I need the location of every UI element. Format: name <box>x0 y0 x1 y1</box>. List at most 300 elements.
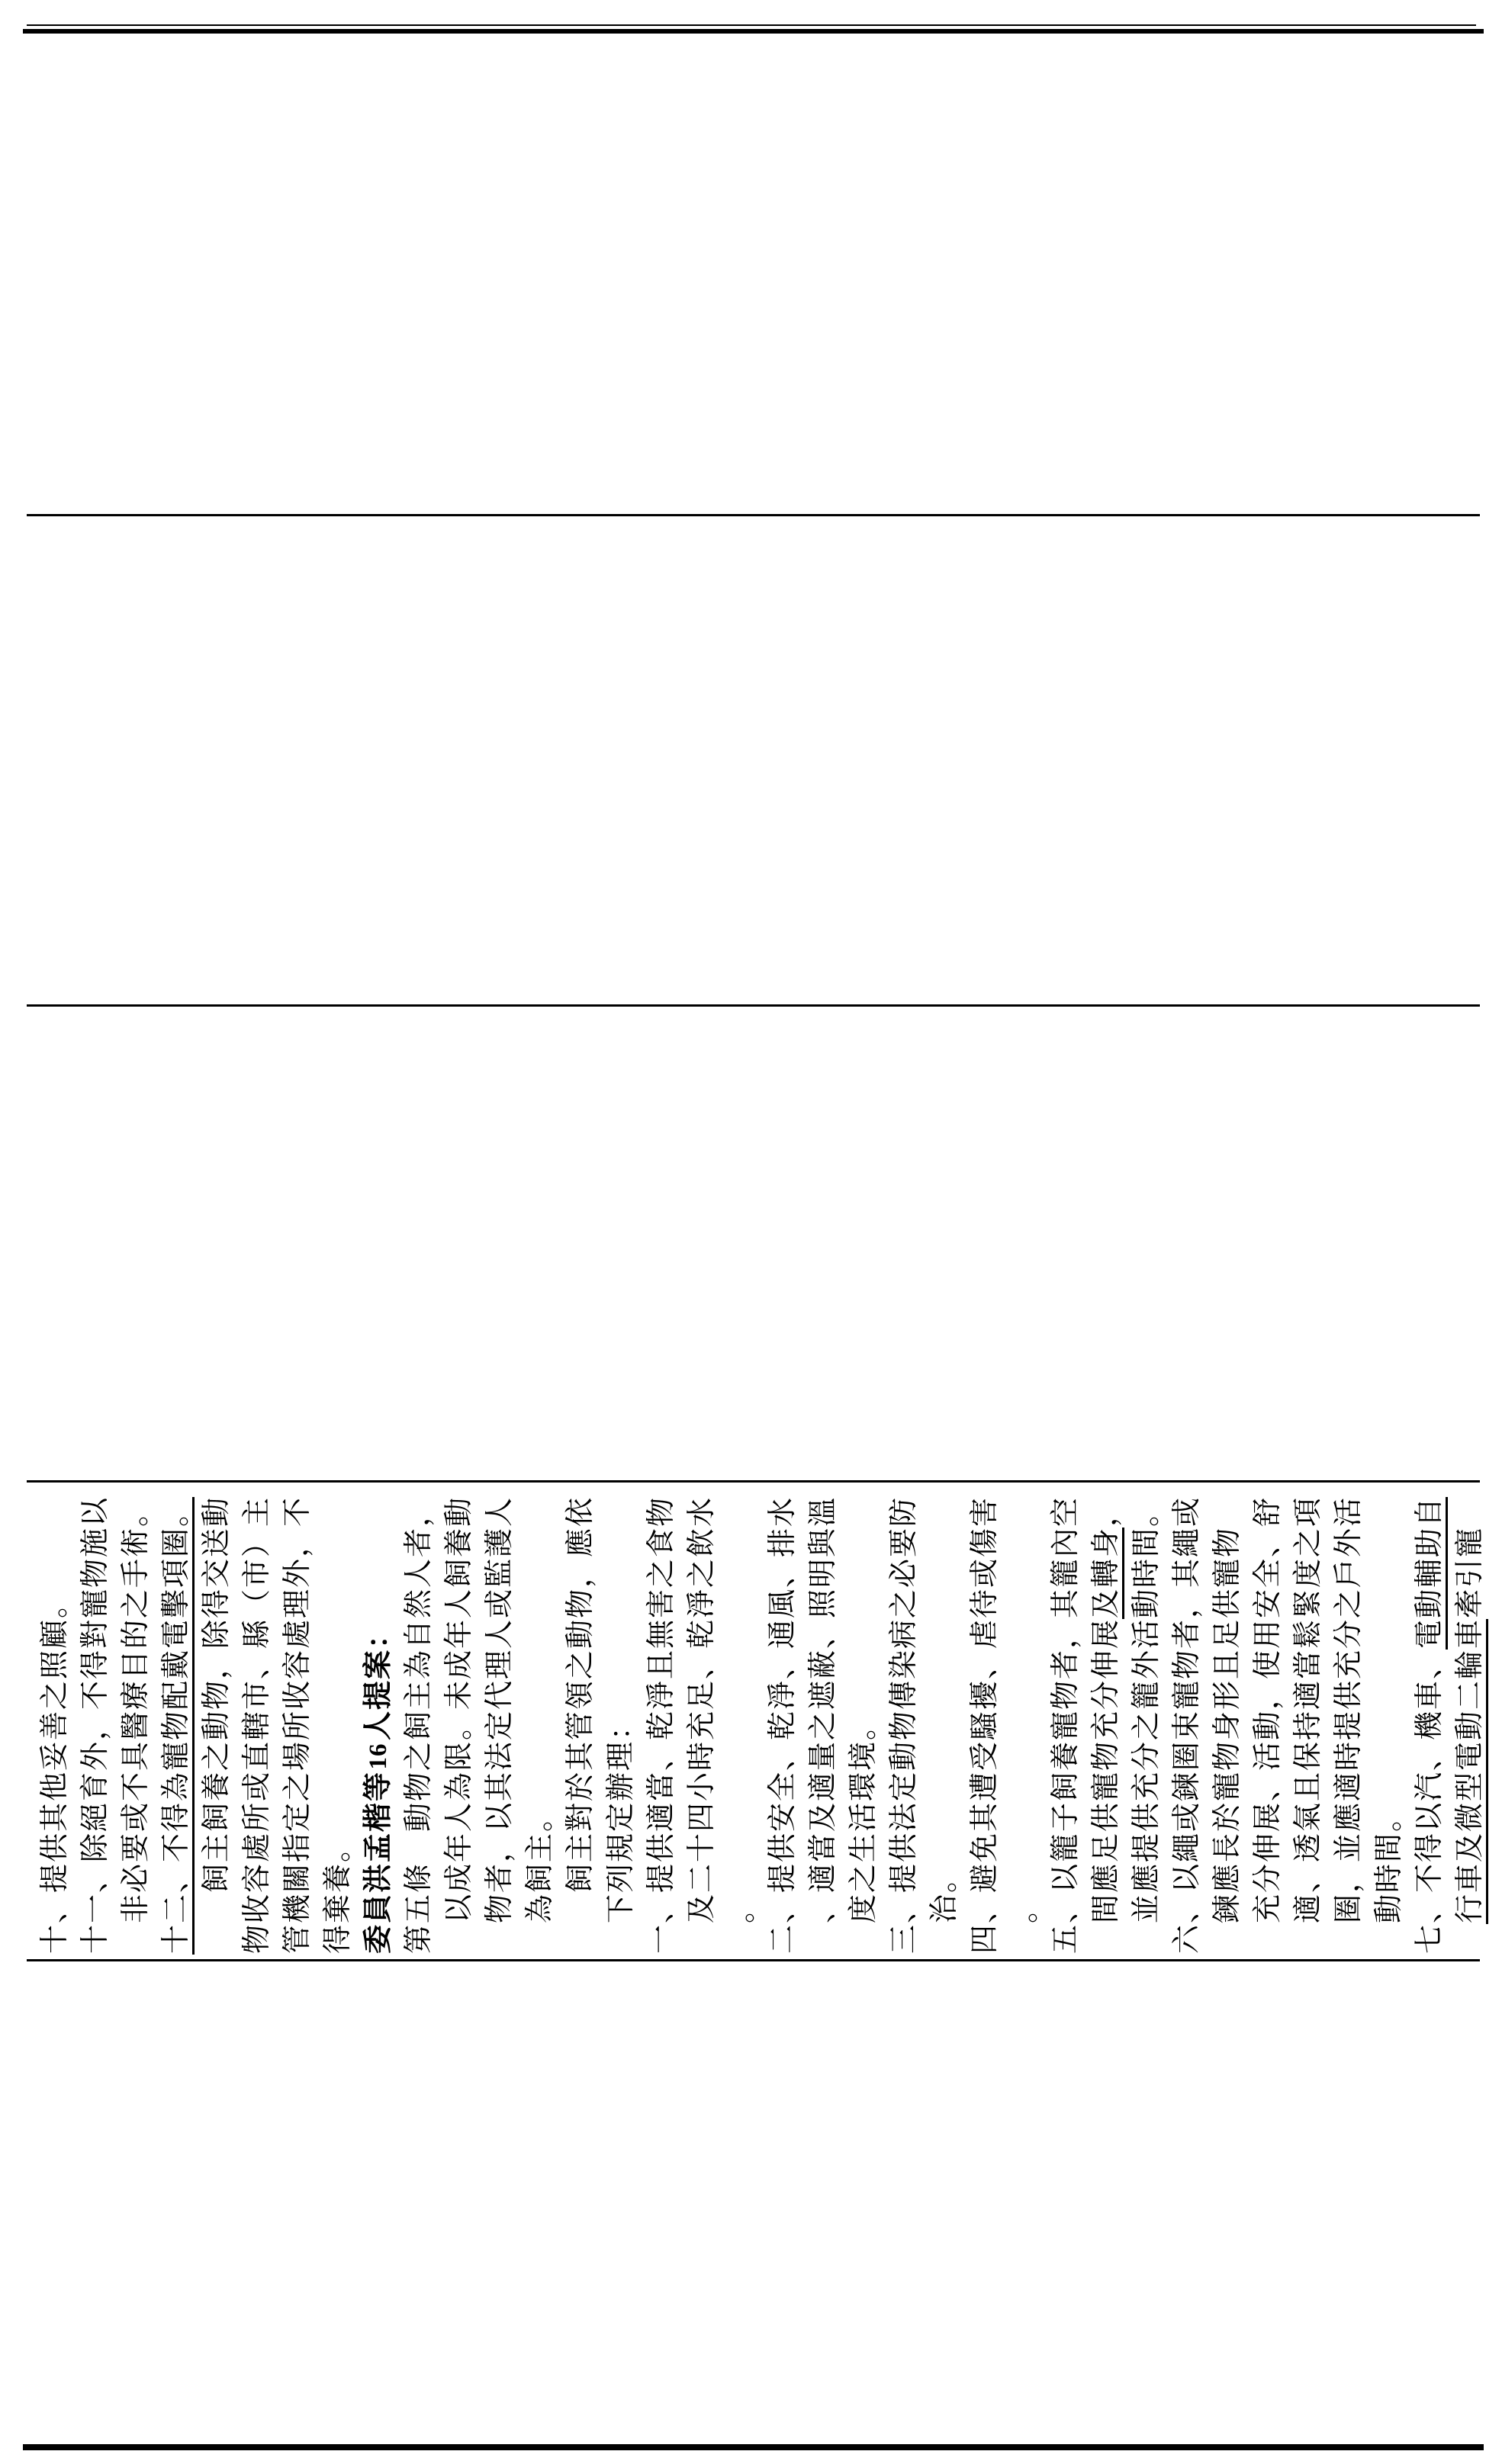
character: 保 <box>1292 1742 1324 1772</box>
underlined-character: 及 <box>1089 1589 1124 1619</box>
character: 寵 <box>1454 1528 1486 1558</box>
character: 之 <box>281 1772 314 1802</box>
character: 之 <box>39 1681 71 1711</box>
character: 水 <box>767 1498 799 1528</box>
character: 法 <box>484 1742 516 1772</box>
text-line <box>1089 1489 1130 1955</box>
character: 。 <box>1131 1498 1163 1528</box>
character: 、 <box>969 1650 1001 1680</box>
character: 籠 <box>1050 1833 1082 1863</box>
character: 十 <box>79 1925 111 1955</box>
text-line <box>725 1489 766 1955</box>
character: 病 <box>888 1620 920 1650</box>
character: 籠 <box>1131 1681 1163 1711</box>
character: 遮 <box>807 1681 839 1711</box>
character: 六 <box>1171 1925 1203 1955</box>
text-line <box>1130 1489 1170 1955</box>
underlined-character: 電 <box>1453 1741 1488 1772</box>
character: 物 <box>241 1925 273 1955</box>
character: ， <box>403 1498 435 1528</box>
character: 當 <box>807 1833 839 1863</box>
character: （ <box>241 1589 273 1619</box>
character: 飼 <box>403 1711 435 1741</box>
character: 所 <box>281 1711 314 1741</box>
character: ： <box>362 1620 394 1650</box>
text-line <box>1211 1489 1251 1955</box>
character: 分 <box>1131 1742 1163 1772</box>
table-border-top-thick <box>23 29 1484 34</box>
character: 或 <box>484 1589 516 1619</box>
character: 。 <box>1373 1803 1405 1833</box>
character: 應 <box>1131 1864 1163 1894</box>
character: 。 <box>443 1711 475 1741</box>
table-border-bottom-thick <box>23 2444 1484 2450</box>
character: 待 <box>969 1589 1001 1619</box>
table-column-divider-4 <box>27 1959 1480 1961</box>
underlined-character: 輔 <box>1413 1558 1448 1589</box>
character: 人 <box>443 1589 475 1619</box>
character: 限 <box>443 1742 475 1772</box>
character: 活 <box>1131 1620 1163 1650</box>
character: 充 <box>1131 1772 1163 1802</box>
character: 他 <box>39 1772 71 1802</box>
character: 得 <box>79 1650 111 1680</box>
character: 食 <box>645 1528 677 1558</box>
text-line <box>281 1489 321 1955</box>
character: 供 <box>1090 1803 1122 1833</box>
character: 供 <box>645 1833 677 1863</box>
character: 安 <box>1252 1589 1284 1619</box>
character: 且 <box>1292 1772 1324 1802</box>
character: 之 <box>403 1742 435 1772</box>
character <box>402 1833 437 1863</box>
character: 子 <box>1050 1803 1082 1833</box>
character: 束 <box>1171 1711 1203 1741</box>
character: 飼 <box>201 1803 233 1833</box>
text-line <box>685 1489 725 1955</box>
character: 及 <box>686 1894 718 1924</box>
character: 適 <box>1292 1894 1324 1924</box>
character: 生 <box>847 1833 880 1863</box>
underlined-character: 動 <box>1413 1589 1448 1619</box>
character: 。 <box>726 1894 758 1924</box>
character: 時 <box>1333 1742 1365 1772</box>
character: 全 <box>1252 1559 1284 1589</box>
character: 物 <box>79 1559 111 1589</box>
character: 提 <box>39 1864 71 1894</box>
character: 照 <box>807 1589 839 1619</box>
character: 風 <box>767 1589 799 1619</box>
character: 長 <box>1211 1833 1243 1863</box>
character: 於 <box>564 1772 597 1802</box>
character: 機 <box>281 1894 314 1924</box>
character: 受 <box>969 1742 1001 1772</box>
character: 、 <box>1414 1894 1446 1924</box>
character: 形 <box>1211 1681 1243 1711</box>
character: 或 <box>1171 1498 1203 1528</box>
character: 、 <box>767 1559 799 1589</box>
character: 飲 <box>686 1528 718 1558</box>
text-line <box>887 1489 928 1955</box>
character: 主 <box>201 1833 233 1863</box>
character: 自 <box>403 1620 435 1650</box>
underlined-character: 得 <box>159 1802 195 1833</box>
underlined-character: 。 <box>159 1497 195 1528</box>
character: 應 <box>1333 1803 1365 1833</box>
character: 且 <box>1211 1650 1243 1680</box>
character: 寵 <box>1171 1681 1203 1711</box>
character: 縣 <box>241 1620 273 1650</box>
character: 送 <box>201 1528 233 1558</box>
character: ， <box>79 1711 111 1741</box>
character: 絕 <box>79 1803 111 1833</box>
character: 非 <box>120 1894 152 1924</box>
character: 物 <box>1090 1742 1122 1772</box>
character: 。 <box>1009 1894 1041 1924</box>
character: 物 <box>1211 1528 1243 1558</box>
text-line <box>1008 1489 1049 1955</box>
character: 要 <box>120 1833 152 1863</box>
text-line <box>523 1489 564 1955</box>
character: 物 <box>645 1498 677 1528</box>
character: 活 <box>847 1803 880 1833</box>
character: 之 <box>645 1559 677 1589</box>
character: 要 <box>888 1528 920 1558</box>
table-column-divider-1 <box>27 514 1480 516</box>
text-line <box>1291 1489 1332 1955</box>
text-line <box>402 1489 442 1955</box>
character: 楷 <box>362 1803 394 1833</box>
character: 二 <box>686 1864 718 1894</box>
underlined-character: 動 <box>1453 1711 1488 1741</box>
character: 遭 <box>969 1772 1001 1802</box>
character: 氣 <box>1292 1803 1324 1833</box>
character: 淨 <box>645 1681 677 1711</box>
character: 間 <box>1090 1894 1122 1924</box>
character: 以 <box>1050 1864 1082 1894</box>
underlined-character: 輪 <box>1453 1650 1488 1680</box>
character: 年 <box>443 1620 475 1650</box>
underlined-character: 助 <box>1413 1528 1448 1558</box>
character: 排 <box>767 1528 799 1558</box>
character: 孟 <box>362 1833 394 1863</box>
character: 提 <box>362 1681 394 1711</box>
character: ： <box>605 1711 637 1741</box>
underlined-character: 戴 <box>159 1650 195 1680</box>
character: 害 <box>969 1498 1001 1528</box>
character: 小 <box>686 1772 718 1802</box>
character: 、 <box>1414 1650 1446 1680</box>
underlined-character: 車 <box>1453 1863 1488 1894</box>
character: 物 <box>1050 1681 1082 1711</box>
character: 之 <box>888 1589 920 1619</box>
character: 五 <box>1050 1925 1082 1955</box>
character: ， <box>201 1650 233 1680</box>
character: 籠 <box>1050 1559 1082 1589</box>
character: 飼 <box>201 1864 233 1894</box>
character: 圈 <box>1333 1894 1365 1924</box>
character: 之 <box>807 1711 839 1741</box>
character: 身 <box>1211 1711 1243 1741</box>
character: 得 <box>322 1925 354 1955</box>
character: 時 <box>1131 1559 1163 1589</box>
character: 辦 <box>605 1772 637 1802</box>
character: 提 <box>888 1864 920 1894</box>
character: 。 <box>322 1833 354 1863</box>
character: 不 <box>1414 1864 1446 1894</box>
character: 定 <box>484 1711 516 1741</box>
character: 領 <box>564 1681 597 1711</box>
character: 以 <box>79 1498 111 1528</box>
character: 充 <box>1090 1711 1122 1741</box>
character: 適 <box>807 1772 839 1802</box>
character: 當 <box>645 1772 677 1802</box>
underlined-character: 寵 <box>159 1741 195 1772</box>
character: 展 <box>1090 1620 1122 1650</box>
character: 處 <box>281 1620 314 1650</box>
character: 必 <box>888 1559 920 1589</box>
character: 環 <box>847 1772 880 1802</box>
character: 適 <box>645 1803 677 1833</box>
character: 擾 <box>969 1681 1001 1711</box>
character: 、 <box>686 1650 718 1680</box>
character: 騷 <box>969 1711 1001 1741</box>
character: 車 <box>1414 1681 1446 1711</box>
character: 護 <box>484 1528 516 1558</box>
character: 物 <box>403 1772 435 1802</box>
character: 外 <box>1131 1650 1163 1680</box>
character: 鍊 <box>1171 1772 1203 1802</box>
character: 之 <box>564 1650 597 1680</box>
character: 一 <box>645 1925 677 1955</box>
underlined-character: 物 <box>159 1711 195 1741</box>
character: ） <box>241 1528 273 1558</box>
character: 通 <box>767 1620 799 1650</box>
character: 機 <box>1414 1711 1446 1741</box>
character: 緊 <box>1292 1589 1324 1619</box>
character: 空 <box>1050 1498 1082 1528</box>
character: 手 <box>120 1559 152 1589</box>
character: 時 <box>1373 1864 1405 1894</box>
character: 人 <box>443 1803 475 1833</box>
character: 未 <box>443 1681 475 1711</box>
text-line <box>1413 1489 1453 1955</box>
character: 舒 <box>1252 1498 1284 1528</box>
character: 二 <box>767 1925 799 1955</box>
character: 汽 <box>1414 1772 1446 1802</box>
character: 虐 <box>969 1620 1001 1650</box>
character: 乾 <box>767 1711 799 1741</box>
character: 全 <box>767 1772 799 1802</box>
character: 足 <box>1211 1620 1243 1650</box>
underlined-character: 擊 <box>159 1589 195 1619</box>
character: 與 <box>807 1528 839 1558</box>
character: ， <box>1090 1498 1122 1528</box>
text-line <box>847 1489 887 1955</box>
character: 為 <box>524 1894 556 1924</box>
character: 供 <box>888 1833 920 1863</box>
character: 充 <box>1252 1894 1284 1924</box>
character: 引 <box>1454 1559 1486 1589</box>
character: 充 <box>686 1711 718 1741</box>
character: 外 <box>281 1559 314 1589</box>
character: 適 <box>1292 1681 1324 1711</box>
text-line <box>1453 1489 1494 1955</box>
character: 善 <box>39 1711 71 1741</box>
character: 戶 <box>1333 1559 1365 1589</box>
character: 物 <box>1211 1742 1243 1772</box>
character: 。 <box>928 1864 960 1894</box>
character: 染 <box>888 1650 920 1680</box>
character: ， <box>1333 1864 1365 1894</box>
character: 或 <box>241 1772 273 1802</box>
character: 使 <box>1252 1650 1284 1680</box>
character: 五 <box>403 1894 435 1924</box>
character: 收 <box>281 1681 314 1711</box>
character: 並 <box>1333 1833 1365 1863</box>
character: 提 <box>767 1864 799 1894</box>
character: 年 <box>443 1833 475 1863</box>
character: 應 <box>1090 1864 1122 1894</box>
character: 提 <box>1333 1711 1365 1741</box>
underlined-character: 轉 <box>1089 1558 1124 1589</box>
character: 應 <box>564 1528 597 1558</box>
character: 代 <box>484 1681 516 1711</box>
character: 人 <box>403 1559 435 1589</box>
character: 、 <box>767 1894 799 1924</box>
character: 然 <box>403 1589 435 1619</box>
character: 物 <box>484 1894 516 1924</box>
character: 繩 <box>1171 1528 1203 1558</box>
character: 淨 <box>686 1589 718 1619</box>
character: 免 <box>969 1833 1001 1863</box>
text-line <box>806 1489 847 1955</box>
character: 、 <box>645 1894 677 1924</box>
character: 飼 <box>443 1559 475 1589</box>
character: 其 <box>1171 1559 1203 1589</box>
text-line <box>159 1489 200 1955</box>
character: 提 <box>645 1864 677 1894</box>
character: 管 <box>281 1925 314 1955</box>
character: 、 <box>969 1894 1001 1924</box>
character: 四 <box>686 1803 718 1833</box>
character: 術 <box>120 1528 152 1558</box>
character: 物 <box>201 1681 233 1711</box>
character: 指 <box>281 1833 314 1863</box>
character: 適 <box>807 1864 839 1894</box>
table-column-divider-2 <box>27 1004 1480 1007</box>
character: 動 <box>201 1498 233 1528</box>
character: 人 <box>484 1620 516 1650</box>
character: 、 <box>1050 1894 1082 1924</box>
underlined-character: 項 <box>159 1558 195 1589</box>
character: 洪 <box>362 1864 394 1894</box>
character: 不 <box>281 1498 314 1528</box>
character: 物 <box>564 1589 597 1619</box>
character: 收 <box>241 1894 273 1924</box>
text-line <box>564 1489 604 1955</box>
character: 理 <box>281 1589 314 1619</box>
character: 充 <box>1333 1650 1365 1680</box>
character: 不 <box>120 1772 152 1802</box>
character: 溫 <box>807 1498 839 1528</box>
character: 之 <box>201 1742 233 1772</box>
character: 供 <box>1333 1681 1365 1711</box>
character: 得 <box>1414 1833 1446 1863</box>
character: 動 <box>564 1620 597 1650</box>
text-line <box>483 1489 523 1955</box>
character: 者 <box>1050 1650 1082 1680</box>
character: 三 <box>888 1925 920 1955</box>
character: 之 <box>1131 1711 1163 1741</box>
character: 於 <box>1211 1803 1243 1833</box>
character: 且 <box>645 1650 677 1680</box>
character: 動 <box>403 1803 435 1833</box>
character: 供 <box>1211 1589 1243 1619</box>
character: 避 <box>969 1864 1001 1894</box>
character: 伸 <box>1252 1833 1284 1863</box>
character: 施 <box>79 1528 111 1558</box>
character: 分 <box>1090 1681 1122 1711</box>
underlined-character: 十 <box>159 1924 195 1955</box>
character: 動 <box>1131 1589 1163 1619</box>
character: ， <box>1252 1681 1284 1711</box>
character: 監 <box>484 1559 516 1589</box>
character: 之 <box>686 1559 718 1589</box>
character: 以 <box>443 1894 475 1924</box>
character: 、 <box>888 1894 920 1924</box>
character: 定 <box>888 1772 920 1802</box>
underlined-character: 行 <box>1453 1894 1488 1924</box>
character: 或 <box>1171 1803 1203 1833</box>
character: 足 <box>686 1681 718 1711</box>
character: 案 <box>362 1650 394 1680</box>
character: 之 <box>120 1589 152 1619</box>
character: 明 <box>807 1559 839 1589</box>
character: 及 <box>807 1803 839 1833</box>
character: 依 <box>564 1498 597 1528</box>
character: 。 <box>120 1498 152 1528</box>
character: 其 <box>564 1742 597 1772</box>
character: 寵 <box>1211 1559 1243 1589</box>
character: 所 <box>241 1803 273 1833</box>
amendment-text-block <box>38 1489 1495 1955</box>
character: 四 <box>969 1925 1001 1955</box>
character: 分 <box>1333 1620 1365 1650</box>
character: 、 <box>645 1742 677 1772</box>
character: 、 <box>241 1650 273 1680</box>
character: 繩 <box>1171 1833 1203 1863</box>
character: 容 <box>241 1864 273 1894</box>
character: 十 <box>686 1833 718 1863</box>
character: 度 <box>847 1894 880 1924</box>
text-line <box>928 1489 968 1955</box>
character: 一 <box>79 1894 111 1924</box>
character: 動 <box>201 1711 233 1741</box>
character: 寵 <box>79 1589 111 1619</box>
character: 之 <box>1333 1589 1365 1619</box>
underlined-character: 微 <box>1453 1802 1488 1833</box>
character: 物 <box>888 1711 920 1741</box>
character: 對 <box>79 1620 111 1650</box>
character: 、 <box>1171 1894 1203 1924</box>
character: 之 <box>847 1864 880 1894</box>
character: 市 <box>241 1681 273 1711</box>
character: ， <box>1171 1589 1203 1619</box>
character: 蔽 <box>807 1650 839 1680</box>
character: 外 <box>1333 1528 1365 1558</box>
character: 處 <box>241 1833 273 1863</box>
